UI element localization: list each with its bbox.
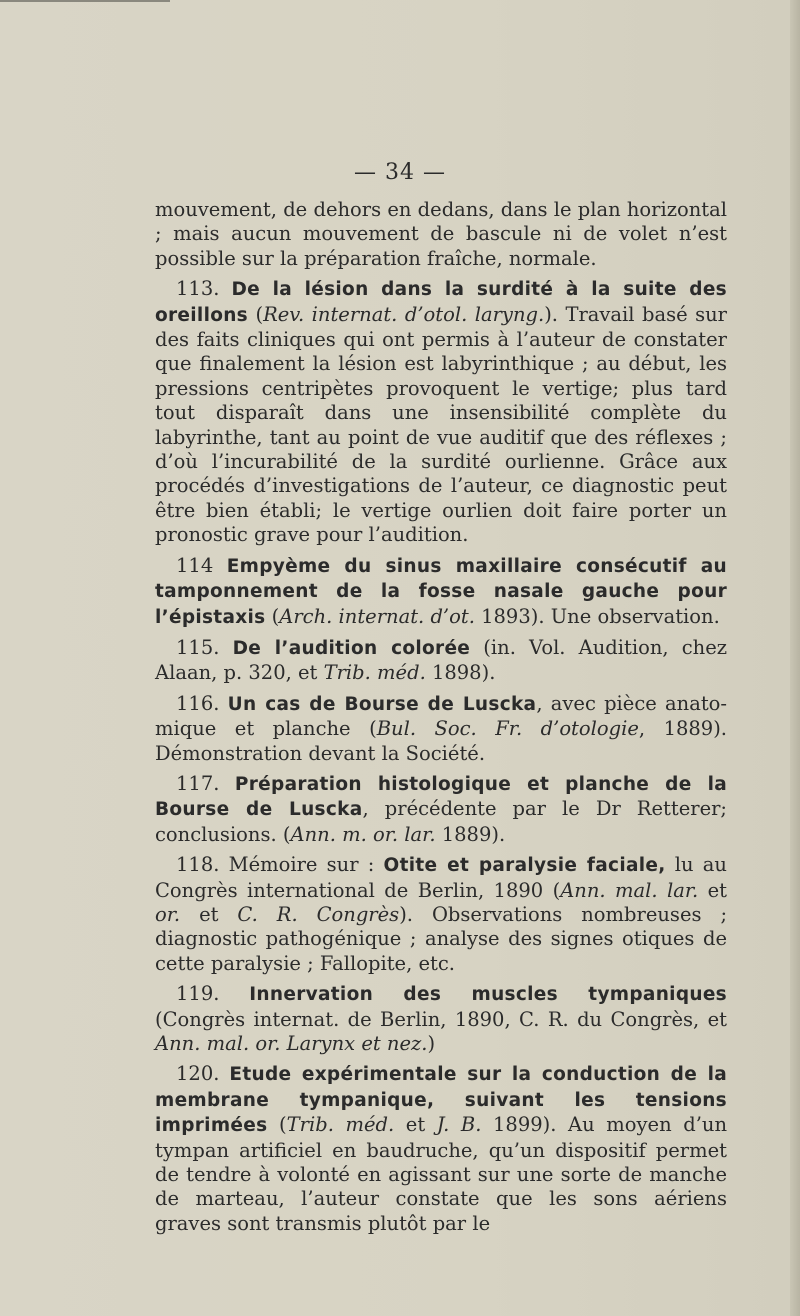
page-number: — 34 — bbox=[354, 160, 446, 185]
entry-title: Otite et paralysie faciale, bbox=[383, 855, 666, 877]
text-run: ) bbox=[427, 1032, 436, 1055]
entry-number: 118. Mémoire sur : bbox=[176, 853, 384, 877]
entry-113 bbox=[155, 277, 727, 547]
text-run: 1898). bbox=[425, 661, 496, 685]
text-run: , 1889). Démonstration devant la Société. bbox=[155, 717, 727, 765]
entry-115 bbox=[155, 636, 727, 686]
entry-title: Empyème du sinus maxillaire consécutif au tamponnement de la fosse nasale gauche pour l’épistaxis bbox=[155, 555, 728, 628]
text-run: ). Travail basé sur des faits cliniques qui ont permis à l’auteur de constater que finalement la lésion est labyrinthique ; au début, les pressions centripètes provoquent le vertige; plus tard tout disparaît dans une insensibilité complète du labyrinthe, tant au point de vue auditif que des réflexes ; d’où l’incurabilité de la surdité ourlienne. Grâce aux procédés d’investigations de l’auteur, ce diagnostic peut être bien établi; le vertige ourlien doit faire porter un pronostic grave pour l’audition. bbox=[155, 302, 727, 547]
text-run: , avec pièce anatomique et planche ( bbox=[155, 691, 727, 741]
journal-citation: Trib. méd. bbox=[323, 661, 426, 685]
entry-number: 116. bbox=[176, 691, 228, 715]
entry-114 bbox=[155, 554, 727, 630]
text-run: et bbox=[698, 878, 728, 902]
entry-title: De l’audition colorée bbox=[232, 637, 471, 659]
top-rule bbox=[0, 0, 170, 2]
text-run: 1893). Une observation. bbox=[474, 604, 720, 628]
journal-citation: Arch. internat. d’ot. bbox=[279, 604, 475, 628]
entry-117 bbox=[155, 772, 727, 847]
entry-number: 120. bbox=[176, 1062, 230, 1086]
text-run: ( bbox=[265, 604, 280, 628]
text-run: 1889). bbox=[435, 822, 506, 846]
entry-number: 115. bbox=[176, 635, 233, 659]
text-run: et bbox=[394, 1113, 437, 1137]
entry-title: Etude expérimentale sur la conduction de la membrane tympanique, suivant les tensions imprimées bbox=[155, 1064, 727, 1137]
journal-citation: Bul. Soc. Fr. d’otologie bbox=[376, 717, 639, 741]
entry-title: Un cas de Bourse de Luscka bbox=[227, 693, 537, 715]
text-run: , précédente par le Dr Retterer; conclusions. ( bbox=[155, 797, 727, 846]
body-text bbox=[155, 198, 727, 1242]
text-run: (in. Vol. Audition, chez Alaan, p. 320, et bbox=[155, 635, 728, 685]
entry-title: De la lésion dans la surdité à la suite des oreillons bbox=[155, 279, 727, 326]
text-run: lu au Congrès international de Berlin, 1890 ( bbox=[155, 853, 727, 902]
journal-citation: Ann. m. or. lar. bbox=[290, 822, 436, 846]
journal-citation: Rev. internat. d’otol. laryng. bbox=[263, 302, 545, 326]
entry-number: 117. bbox=[176, 771, 235, 795]
text-run: 1899). Au moyen d’un tympan artificiel en baudruche, qu’un dispositif permet de tendre à volonté en agissant sur une sorte de manche de marteau, l’auteur constate que les sons aériens graves sont transmis plutôt par le bbox=[155, 1113, 728, 1235]
journal-citation: Ann. mal. lar. bbox=[560, 878, 699, 902]
entry-119 bbox=[155, 982, 727, 1056]
entry-number: 113. bbox=[176, 277, 232, 301]
entry-number: 114 bbox=[176, 553, 227, 577]
text-run: ( bbox=[248, 302, 264, 326]
entry-116 bbox=[155, 692, 727, 766]
text-run: (Congrès internat. de Berlin, 1890, C. R. du Congrès, et bbox=[155, 1007, 727, 1031]
journal-citation: Ann. mal. or. Larynx et nez. bbox=[155, 1032, 428, 1055]
journal-citation: or. bbox=[155, 902, 181, 926]
entry-120 bbox=[155, 1062, 727, 1236]
text-run: mouvement, de dehors en dedans, dans le plan horizontal ; mais aucun mouvement de bascule ni de volet n’est possible sur la préparation fraîche, normale. bbox=[155, 198, 727, 270]
text-run: et bbox=[180, 902, 238, 926]
paragraph-continuation bbox=[155, 198, 727, 271]
entry-118 bbox=[155, 853, 727, 976]
entry-number: 119. bbox=[176, 982, 250, 1006]
journal-citation: C. R. Congrès bbox=[237, 902, 400, 926]
text-run: ). Observations nombreuses ; diagnostic pathogénique ; analyse des signes otiques de cette paralysie ; Fallopite, etc. bbox=[155, 902, 728, 975]
journal-citation: Trib. méd. bbox=[286, 1113, 395, 1137]
entry-title: Innervation des muscles tympaniques bbox=[249, 984, 727, 1006]
journal-citation: J. B. bbox=[436, 1113, 482, 1137]
entry-title: Préparation histologique et planche de la Bourse de Luscka bbox=[155, 773, 727, 821]
text-run: ( bbox=[267, 1113, 287, 1137]
page-edge bbox=[790, 0, 800, 1316]
